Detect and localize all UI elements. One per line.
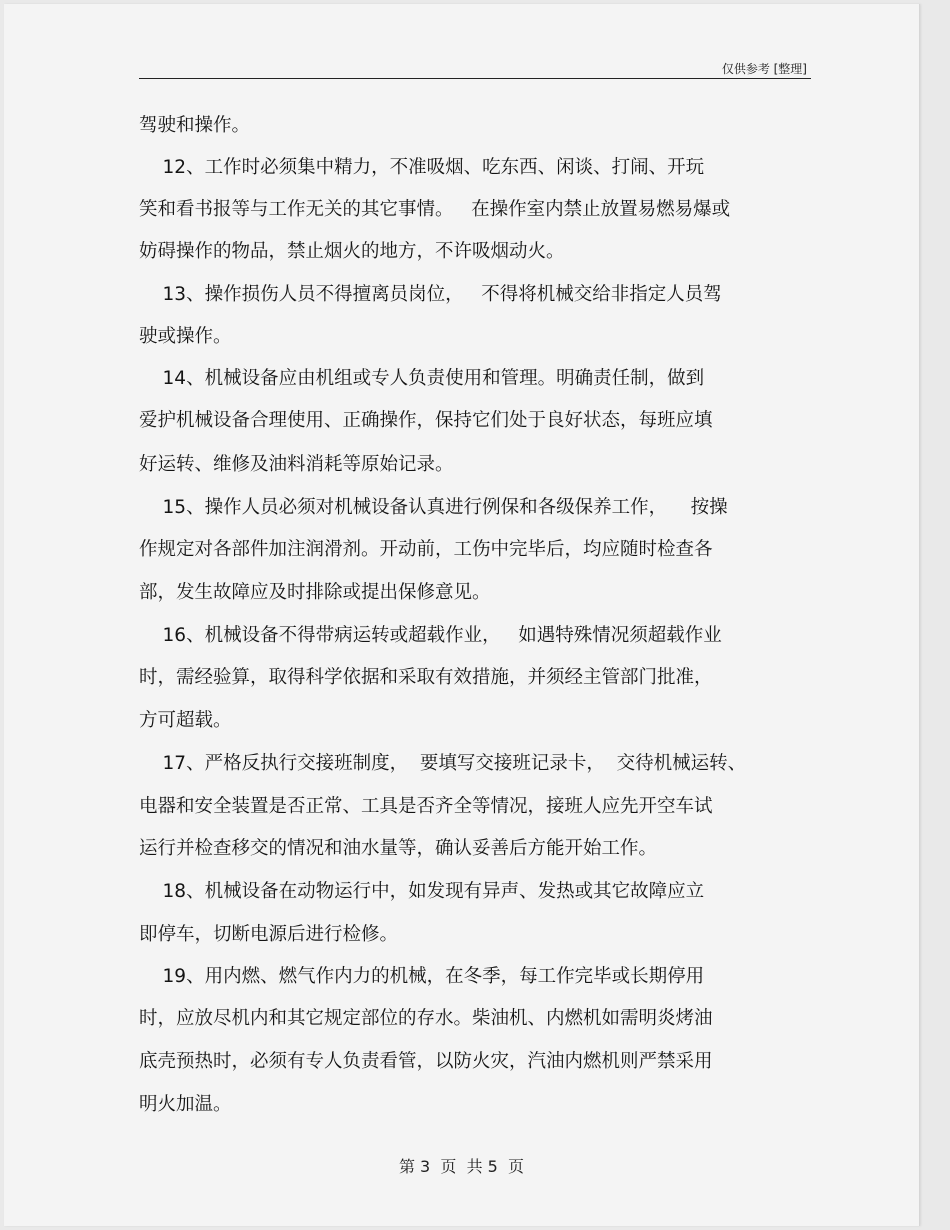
- body-line: 好运转、维修及油料消耗等原始记录。: [139, 454, 454, 475]
- body-line: 19、用内燃、燃气作内力的机械，在冬季，每工作完毕或长期停用: [139, 966, 705, 987]
- page-number-footer: 第 3 页 共 5 页: [398, 1157, 525, 1176]
- body-line: 爱护机械设备合理使用、正确操作，保持它们处于良好状态，每班应填: [139, 410, 713, 431]
- body-line: 部，发生故障应及时排除或提出保修意见。: [139, 582, 491, 603]
- body-line: 底壳预热时，必须有专人负责看管，以防火灾，汽油内燃机则严禁采用: [139, 1051, 713, 1072]
- body-line: 时，需经验算，取得科学依据和采取有效措施，并须经主管部门批准，: [139, 667, 713, 688]
- body-line: 18、机械设备在动物运行中，如发现有异声、发热或其它故障应立: [139, 881, 705, 902]
- body-line: 15、操作人员必须对机械设备认真进行例保和各级保养工作， 按操: [139, 497, 728, 518]
- header-divider: [139, 78, 811, 79]
- body-line: 驾驶和操作。: [139, 115, 251, 136]
- body-line: 17、严格反执行交接班制度， 要填写交接班记录卡， 交待机械运转、: [139, 753, 747, 774]
- body-line: 12、工作时必须集中精力，不准吸烟、吃东西、闲谈、打闹、开玩: [139, 157, 705, 178]
- body-line: 14、机械设备应由机组或专人负责使用和管理。明确责任制，做到: [139, 368, 705, 389]
- body-line: 时，应放尽机内和其它规定部位的存水。柴油机、内燃机如需明炎烤油: [139, 1008, 713, 1029]
- body-line: 作规定对各部件加注润滑剂。开动前，工伤中完毕后，均应随时检查各: [139, 539, 713, 560]
- body-line: 方可超载。: [139, 710, 232, 731]
- body-line: 明火加温。: [139, 1094, 232, 1115]
- body-line: 妨碍操作的物品，禁止烟火的地方，不许吸烟动火。: [139, 241, 565, 262]
- body-line: 16、机械设备不得带病运转或超载作业， 如遇特殊情况须超载作业: [139, 625, 722, 646]
- body-line: 即停车，切断电源后进行检修。: [139, 924, 399, 945]
- body-line: 电器和安全装置是否正常、工具是否齐全等情况，接班人应先开空车试: [139, 796, 713, 817]
- body-line: 笑和看书报等与工作无关的其它事情。 在操作室内禁止放置易燃易爆或: [139, 199, 731, 220]
- document-page: [4, 4, 920, 1226]
- body-line: 运行并检查移交的情况和油水量等，确认妥善后方能开始工作。: [139, 838, 658, 859]
- header-note: 仅供参考 [整理]: [721, 62, 807, 76]
- body-line: 驶或操作。: [139, 326, 232, 347]
- body-line: 13、操作损伤人员不得擅离员岗位， 不得将机械交给非指定人员驾: [139, 284, 722, 305]
